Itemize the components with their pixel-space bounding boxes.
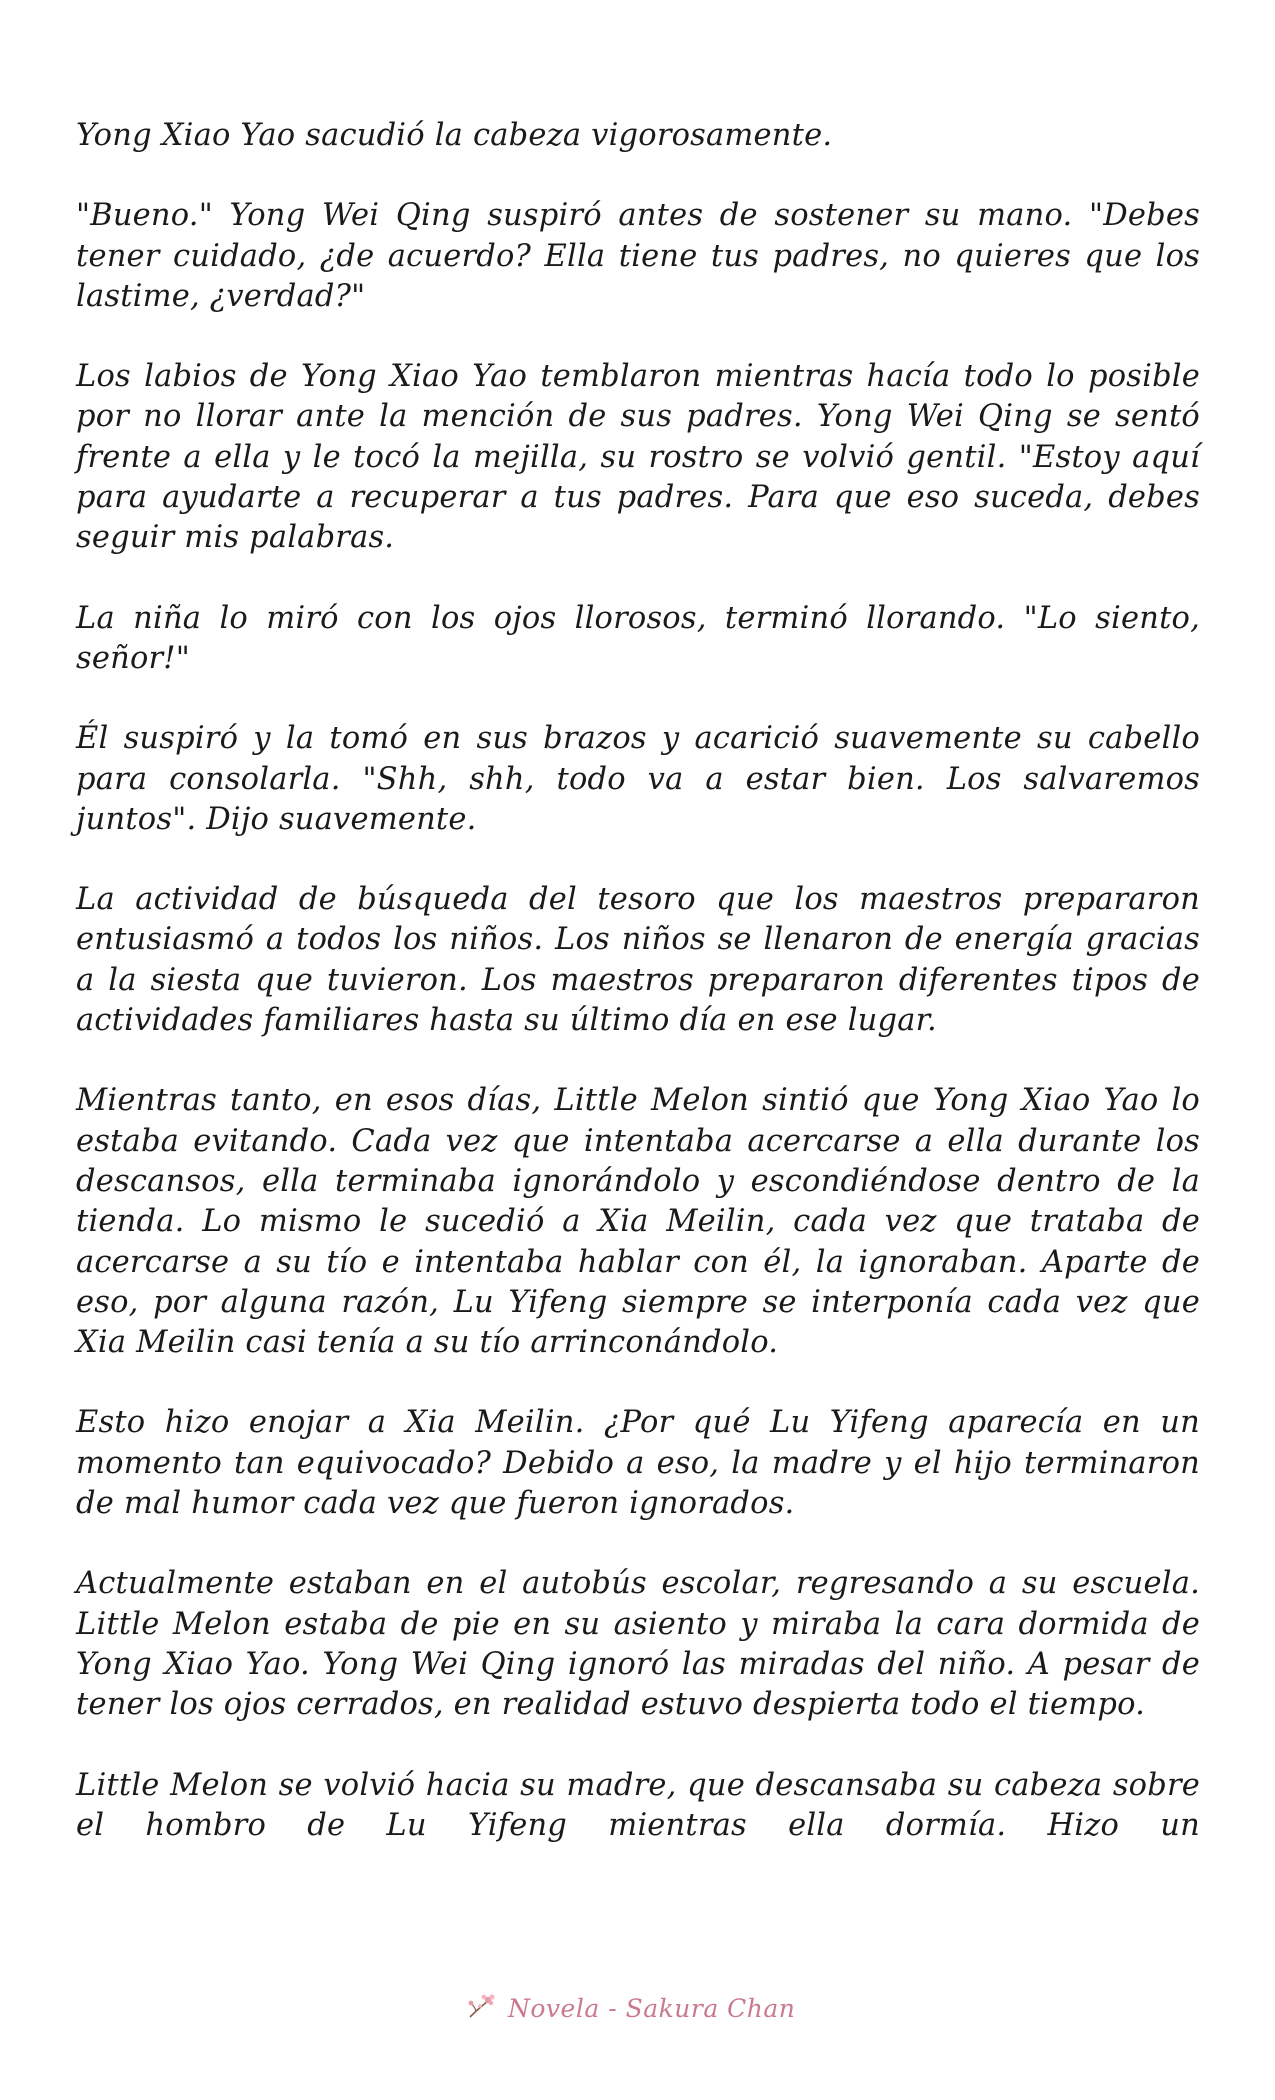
paragraph-5: Él suspiró y la tomó en sus brazos y acarició suavemente su cabello para consolarla. "Shh, shh, todo va a estar bien. Los salvaremos juntos". Dijo suavemente. <box>76 721 1200 837</box>
paragraph-2: "Bueno." Yong Wei Qing suspiró antes de sostener su mano. "Debes tener cuidado, ¿de acuerdo? Ella tiene tus padres, no quieres que los lastime, ¿verdad?" <box>76 198 1200 314</box>
sakura-flower-icon <box>466 1991 500 2026</box>
watermark <box>466 1988 826 2028</box>
paragraph-9: Actualmente estaban en el autobús escolar, regresando a su escuela. Little Melon estaba de pie en su asiento y miraba la cara dormida de Yong Xiao Yao. Yong Wei Qing ignoró las miradas del niño. A pesar de tener los ojos cerrados, en realidad estuvo despierta todo el tiempo. <box>76 1566 1200 1723</box>
paragraph-8: Esto hizo enojar a Xia Meilin. ¿Por qué Lu Yifeng aparecía en un momento tan equivocado? Debido a eso, la madre y el hijo terminaron de mal humor cada vez que fueron ignorados. <box>76 1405 1200 1522</box>
paragraph-1: Yong Xiao Yao sacudió la cabeza vigorosamente. <box>76 118 833 153</box>
document-body <box>76 116 1200 1886</box>
paragraph-6: La actividad de búsqueda del tesoro que los maestros prepararon entusiasmó a todos los niños. Los niños se llenaron de energía gracias a la siesta que tuvieron. Los maestros prepararon diferentes tipos de actividades familiares hasta su último día en ese lugar. <box>76 882 1200 1039</box>
paragraph-4: La niña lo miró con los ojos llorosos, terminó llorando. "Lo siento, señor!" <box>76 600 1200 676</box>
watermark-text: Novela - Sakura Chan <box>508 1993 796 2023</box>
paragraph-10: Little Melon se volvió hacia su madre, que descansaba su cabeza sobre el hombro de Lu Yifeng mientras ella dormía. Hizo un <box>76 1767 1200 1843</box>
paragraph-3: Los labios de Yong Xiao Yao temblaron mientras hacía todo lo posible por no llorar ante la mención de sus padres. Yong Wei Qing se sentó frente a ella y le tocó la mejilla, su rostro se volvió gentil. "Estoy aquí para ayudarte a recuperar a tus padres. Para que eso suceda, debes seguir mis palabras. <box>76 359 1200 556</box>
paragraph-7: Mientras tanto, en esos días, Little Melon sintió que Yong Xiao Yao lo estaba evitando. Cada vez que intentaba acercarse a ella durante los descansos, ella terminaba ignorándolo y escondiéndose dentro de la tienda. Lo mismo le sucedió a Xia Meilin, cada vez que trataba de acercarse a su tío e intentaba hablar con él, la ignoraban. Aparte de eso, por alguna razón, Lu Yifeng siempre se interponía cada vez que Xia Meilin casi tenía a su tío arrinconándolo. <box>76 1083 1200 1361</box>
